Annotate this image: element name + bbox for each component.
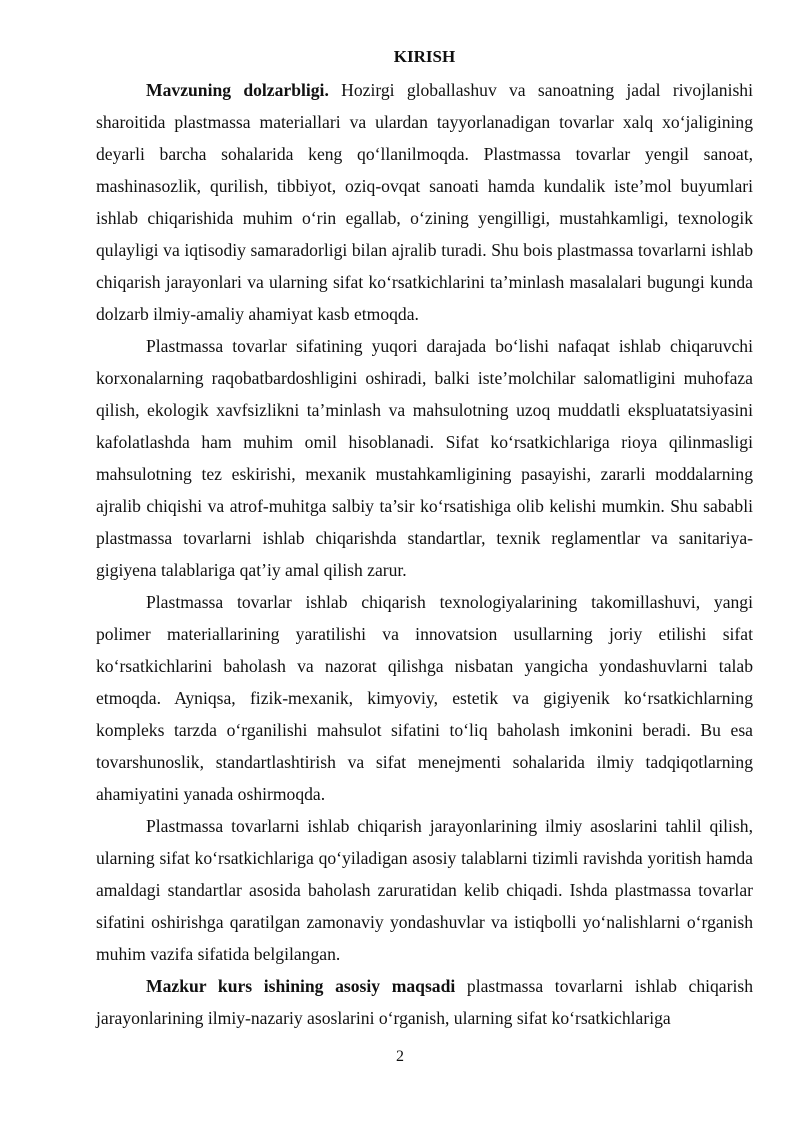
paragraph-text: Plastmassa tovarlar ishlab chiqarish texnologiyalarining takomillashuvi, yangi polimer materiallarining yaratilishi va innovatsion usullarning joriy etilishi sifat ko‘rsatkichlarini baholash va nazorat qilishga nisbatan yangicha yondashuvlarni talab etmoqda. Ayniqsa, fizik-mexanik, kimyoviy, estetik va gigiyenik ko‘rsatkichlarning kompleks tarzda o‘rganilishi mahsulot sifatini to‘liq baholash imkonini beradi. Bu esa tovarshunoslik, standartlashtirish va sifat menejmenti sohalarida ilmiy tadqiqotlarning ahamiyatini yanada oshirmoqda. — [96, 592, 753, 804]
paragraph-relevance — [96, 74, 753, 330]
paragraph-goal — [96, 970, 753, 1034]
paragraph-quality — [96, 330, 753, 586]
paragraph-text: Plastmassa tovarlar sifatining yuqori darajada bo‘lishi nafaqat ishlab chiqaruvchi korxonalarning raqobatbardoshligini oshiradi, balki iste’molchilar salomatligini muhofaza qilish, ekologik xavfsizlikni ta’minlash va mahsulotning uzoq muddatli ekspluatatsiyasini kafolatlashda ham muhim omil hisoblanadi. Sifat ko‘rsatkichlariga rioya qilinmasligi mahsulotning tez eskirishi, mexanik mustahkamligining pasayishi, zararli moddalarning ajralib chiqishi va atrof-muhitga salbiy ta’sir ko‘rsatishiga olib kelishi mumkin. Shu sababli plastmassa tovarlarni ishlab chiqarishda standartlar, texnik reglamentlar va sanitariya-gigiyena talablariga qat’iy amal qilish zarur. — [96, 336, 753, 580]
paragraph-text: plastmassa tovarlarni ishlab chiqarish jarayonlarining ilmiy-nazariy asoslarini o‘rganish, ularning sifat ko‘rsatkichlariga — [96, 976, 753, 1028]
paragraph-lead: Mavzuning dolzarbligi. — [146, 80, 329, 100]
paragraph-lead: Mazkur kurs ishining asosiy maqsadi — [146, 976, 456, 996]
paragraph-text: Hozirgi globallashuv va sanoatning jadal rivojlanishi sharoitida plastmassa materiallari va ulardan tayyorlanadigan tovarlar xalq xo‘jaligining deyarli barcha sohalarida keng qo‘llanilmoqda. Plastmassa tovarlar yengil sanoat, mashinasozlik, qurilish, tibbiyot, oziq-ovqat sanoati hamda kundalik iste’mol buyumlari ishlab chiqarishida muhim o‘rin egallab, o‘zining yengilligi, mustahkamligi, texnologik qulayligi va iqtisodiy samaradorligi bilan ajralib turadi. Shu bois plastmassa tovarlarni ishlab chiqarish jarayonlari va ularning sifat ko‘rsatkichlarini ta’minlash masalalari bugungi kunda dolzarb ilmiy-amaliy ahamiyat kasb etmoqda. — [96, 80, 753, 324]
paragraph-text: Plastmassa tovarlarni ishlab chiqarish jarayonlarining ilmiy asoslarini tahlil qilish, ularning sifat ko‘rsatkichlariga qo‘yiladigan asosiy talablarni tizimli ravishda yoritish hamda amaldagi standartlar asosida baholash zaruratidan kelib chiqadi. Ishda plastmassa tovarlar sifatini oshirishga qaratilgan zamonaviy yondashuvlar va istiqbolli yo‘nalishlarni o‘rganish muhim vazifa sifatida belgilangan. — [96, 816, 753, 964]
section-title: KIRISH — [393, 47, 456, 66]
page-content — [96, 46, 753, 1034]
paragraph-analysis — [96, 810, 753, 970]
page-number: 2 — [396, 1048, 404, 1065]
paragraph-technology — [96, 586, 753, 810]
